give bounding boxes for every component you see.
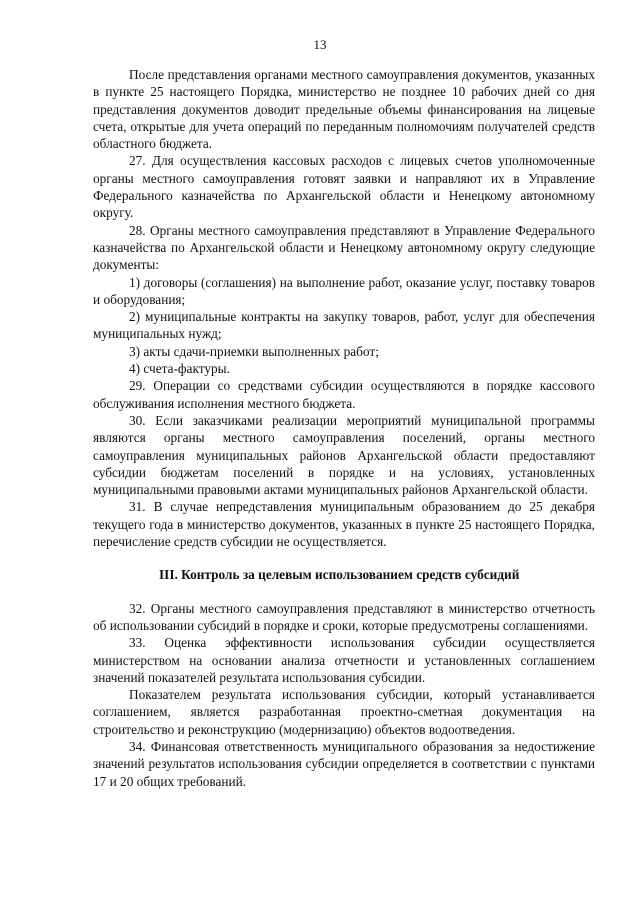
paragraph-31: 31. В случае непредставления муниципальным образованием до 25 декабря текущего года в министерство документов, указанных в пункте 25 настоящего Порядка, перечисление средств субсидии не осуществляется. [93,499,595,550]
page-number: 13 [313,37,327,52]
list-item-4: 4) счета-фактуры. [129,361,230,377]
list-item-2: 2) муниципальные контракты на закупку товаров, работ, услуг для обеспечения муниципальных нужд; [93,309,595,342]
list-item-1: 1) договоры (соглашения) на выполнение работ, оказание услуг, поставку товаров и оборудования; [93,274,595,307]
document-body [93,66,595,790]
section-heading: III. Контроль за целевым использованием средств субсидий [159,567,520,583]
paragraph-29: 29. Операции со средствами субсидии осуществляются в порядке кассового обслуживания исполнения местного бюджета. [93,378,595,411]
paragraph-33: 33. Оценка эффективности использования субсидии осуществляется министерством на основании анализа отчетности и установленных соглашением значений показателей результата использования субсидии. [93,635,595,685]
paragraph-28: 28. Органы местного самоуправления представляют в Управление Федерального казначейства по Архангельской области и Ненецкому автономному округу следующие документы: [93,222,595,273]
paragraph-32: 32. Органы местного самоуправления представляют в министерство отчетность об использовании субсидий в порядке и сроки, которые предусмотрены соглашениями. [93,600,595,633]
paragraph-indicator: Показателем результата использования субсидии, который устанавливается соглашением, является разработанная проектно-сметная документация на строительство и реконструкцию (модернизацию) объектов водоотведения. [93,687,595,737]
list-item-3: 3) акты сдачи-приемки выполненных работ; [129,343,379,359]
paragraph-34: 34. Финансовая ответственность муниципального образования за недостижение значений результатов использования субсидии определяется в соответствии с пунктами 17 и 20 общих требований. [93,738,595,789]
paragraph-27: 27. Для осуществления кассовых расходов с лицевых счетов уполномоченные органы местного самоуправления готовят заявки и направляют их в Управление Федерального казначейства по Архангельской области и Ненецкому автономному округу. [93,153,595,221]
paragraph: После представления органами местного самоуправления документов, указанных в пункте 25 настоящего Порядка, министерство не позднее 10 рабочих дней со дня представления документов доводит предельные объемы финансирования на лицевые счета, открытые для учета операций по переданным полномочиям получателей средств областного бюджета. [93,67,595,152]
paragraph-30: 30. Если заказчиками реализации мероприятий муниципальной программы являются органы местного самоуправления поселений, органы местного самоуправления муниципальных районов Архангельской области предоставляют субсидии бюджетам поселений в порядке и на условиях, установленных муниципальными правовыми актами муниципальных районов Архангельской области. [93,412,595,498]
